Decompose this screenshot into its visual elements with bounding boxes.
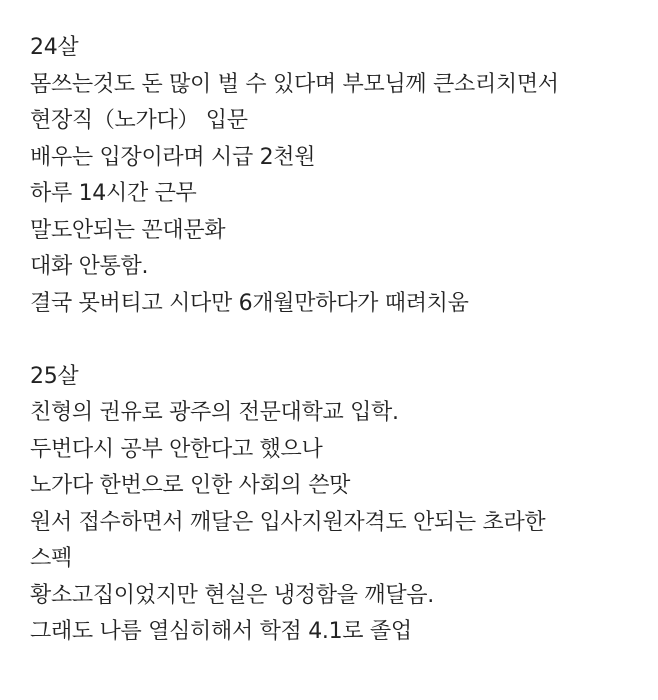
section2-line: 그래도 나름 열심히해서 학점 4.1로 졸업 [30, 619, 412, 644]
section2-line: 원서 접수하면서 깨달은 입사지원자격도 안되는 초라한 [30, 509, 546, 535]
section2-line: 스펙 [30, 546, 72, 571]
section2-line: 25살 [30, 363, 79, 389]
section1-line: 몸쓰는것도 돈 많이 벌 수 있다며 부모님께 큰소리치면서 [30, 71, 559, 97]
section1-line: 하루 14시간 근무 [30, 181, 197, 206]
section1-line: 대화 안통함. [30, 254, 149, 279]
section2-line: 노가다 한번으로 인한 사회의 쓴맛 [30, 473, 351, 498]
post-body [30, 30, 650, 651]
section1-line: 배우는 입장이라며 시급 2천원 [30, 144, 316, 170]
section1-line: 결국 못버티고 시다만 6개월만하다가 때려치움 [30, 290, 469, 316]
section2-line: 친형의 권유로 광주의 전문대학교 입학. [30, 400, 399, 425]
paragraph-gap [30, 322, 650, 359]
section2-line: 황소고집이었지만 현실은 냉정함을 깨달음. [30, 582, 434, 608]
section1-line: 현장직（노가다） 입문 [30, 108, 248, 133]
section2-line: 두번다시 공부 안한다고 했으나 [30, 436, 323, 462]
section1-line: 24살 [30, 35, 79, 60]
section1-line: 말도안되는 꼰대문화 [30, 217, 226, 243]
